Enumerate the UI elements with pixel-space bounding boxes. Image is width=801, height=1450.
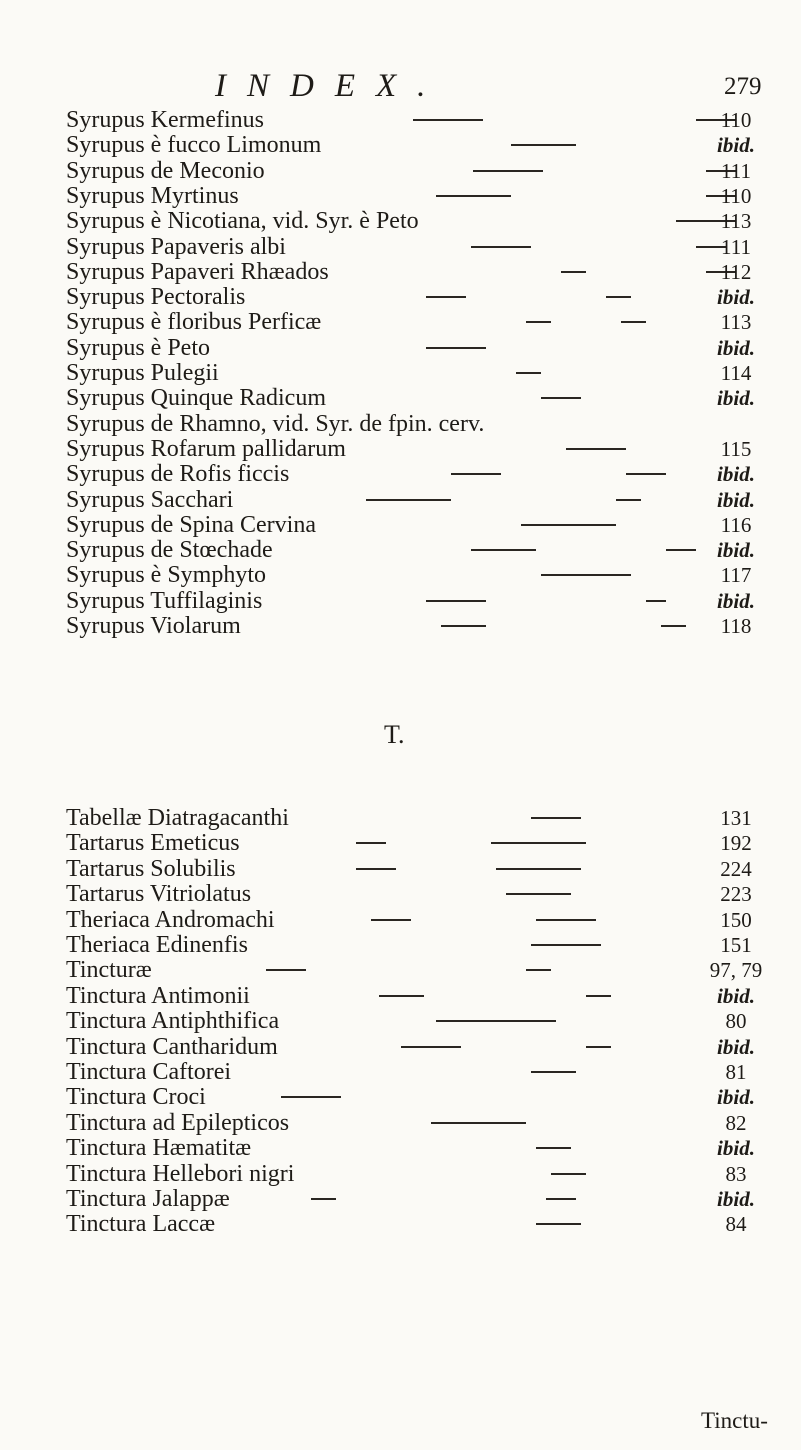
entry-page-ref: ibid. bbox=[717, 462, 755, 487]
index-entry bbox=[66, 183, 776, 209]
entry-name: Tinctura Cantharidum bbox=[66, 1033, 278, 1060]
index-entry bbox=[66, 411, 776, 437]
entry-name: Syrupus Sacchari bbox=[66, 486, 234, 513]
entry-page-ref: ibid. bbox=[717, 386, 755, 411]
index-entry bbox=[66, 907, 776, 933]
entry-page-ref: ibid. bbox=[717, 588, 755, 613]
entry-name: Syrupus Pectoralis bbox=[66, 284, 246, 311]
leader-dash bbox=[536, 1223, 581, 1225]
leader-dash bbox=[441, 625, 486, 627]
entry-name: Tincturæ bbox=[66, 957, 152, 984]
entry-page-ref: ibid. bbox=[717, 1034, 755, 1059]
leader-dash bbox=[531, 817, 581, 819]
index-entry bbox=[66, 881, 776, 907]
running-title: INDEX. bbox=[215, 68, 447, 104]
entry-page-ref: 151 bbox=[720, 933, 752, 957]
index-entry bbox=[66, 385, 776, 411]
leader-dash bbox=[646, 600, 666, 602]
leader-dash bbox=[561, 271, 586, 273]
index-entry bbox=[66, 461, 776, 487]
leader-dash bbox=[401, 1046, 461, 1048]
index-entry bbox=[66, 107, 776, 133]
entry-name: Syrupus de Rofis ficcis bbox=[66, 461, 290, 488]
leader-dash bbox=[586, 1046, 611, 1048]
entry-name: Syrupus Myrtinus bbox=[66, 182, 239, 209]
entry-name: Syrupus de Stœchade bbox=[66, 537, 273, 564]
entry-page-ref: ibid. bbox=[717, 1136, 755, 1161]
leader-dash bbox=[471, 549, 536, 551]
entry-page-ref: 111 bbox=[721, 234, 751, 259]
leader-dash bbox=[606, 296, 631, 298]
index-entry bbox=[66, 830, 776, 856]
index-entry bbox=[66, 588, 776, 614]
leader-dash bbox=[511, 144, 576, 146]
index-entry bbox=[66, 856, 776, 882]
entry-page-ref: ibid. bbox=[717, 983, 755, 1008]
index-entry bbox=[66, 259, 776, 285]
entry-name: Syrupus Violarum bbox=[66, 613, 241, 639]
entry-page-ref: ibid. bbox=[717, 133, 755, 158]
entry-page-ref: ibid. bbox=[717, 1187, 755, 1211]
entry-page-ref: ibid. bbox=[717, 285, 755, 310]
leader-dash bbox=[621, 321, 646, 323]
entry-name: Tinctura Hæmatitæ bbox=[66, 1135, 252, 1162]
leader-dash bbox=[266, 969, 306, 971]
entry-name: Tartarus Vitriolatus bbox=[66, 881, 252, 908]
catchword: Tinctu- bbox=[701, 1408, 768, 1433]
leader-dash bbox=[536, 1147, 571, 1149]
entry-name: Syrupus Tuffilaginis bbox=[66, 587, 263, 614]
leader-dash bbox=[506, 893, 571, 895]
entry-name: Syrupus de Meconio bbox=[66, 157, 265, 184]
index-entry bbox=[66, 932, 776, 958]
leader-dash bbox=[431, 1122, 526, 1124]
leader-dash bbox=[413, 119, 483, 121]
leader-dash bbox=[531, 944, 601, 946]
index-entry bbox=[66, 512, 776, 538]
index-entry bbox=[66, 360, 776, 386]
leader-dash bbox=[616, 499, 641, 501]
index-entry bbox=[66, 1161, 776, 1187]
entry-name: Syrupus de Rhamno, vid. Syr. de fpin. cerv. bbox=[66, 410, 485, 437]
entry-page-ref: 113 bbox=[720, 310, 752, 335]
entry-name: Syrupus è Peto bbox=[66, 334, 210, 361]
entry-page-ref: 150 bbox=[720, 907, 752, 932]
index-entry bbox=[66, 335, 776, 361]
leader-dash bbox=[531, 1071, 576, 1073]
entry-name: Theriaca Edinenfis bbox=[66, 932, 248, 958]
leader-dash bbox=[356, 842, 386, 844]
entry-page-ref: 110 bbox=[720, 108, 752, 132]
leader-dash bbox=[371, 919, 411, 921]
leader-dash bbox=[379, 995, 424, 997]
entry-page-ref: 115 bbox=[720, 436, 752, 461]
index-entry bbox=[66, 983, 776, 1009]
index-entry bbox=[66, 1135, 776, 1161]
page-header bbox=[0, 68, 801, 108]
leader-dash bbox=[541, 397, 581, 399]
leader-dash bbox=[526, 321, 551, 323]
entry-name: Tartarus Solubilis bbox=[66, 855, 236, 882]
index-entry bbox=[66, 208, 776, 234]
entry-name: Syrupus Papaveri Rhæados bbox=[66, 258, 329, 285]
index-entry bbox=[66, 1008, 776, 1034]
entry-page-ref: 117 bbox=[720, 563, 752, 588]
leader-dash bbox=[666, 549, 696, 551]
index-entry bbox=[66, 487, 776, 513]
entry-name: Tinctura Antiphthifica bbox=[66, 1008, 280, 1035]
entry-name: Syrupus è Nicotiana, vid. Syr. è Peto bbox=[66, 208, 419, 235]
entry-name: Tinctura Croci bbox=[66, 1084, 206, 1111]
entry-name: Syrupus Kermefinus bbox=[66, 107, 264, 133]
entry-name: Syrupus è fucco Limonum bbox=[66, 132, 322, 159]
index-entry bbox=[66, 284, 776, 310]
entry-name: Tinctura Jalappæ bbox=[66, 1186, 230, 1212]
entry-name: Tinctura Caftorei bbox=[66, 1059, 232, 1085]
leader-dash bbox=[366, 499, 451, 501]
leader-dash bbox=[426, 347, 486, 349]
leader-dash bbox=[436, 195, 511, 197]
entry-page-ref: ibid. bbox=[717, 1085, 755, 1110]
entry-page-ref: 81 bbox=[725, 1060, 747, 1084]
leader-dash bbox=[586, 995, 611, 997]
entry-page-ref: ibid. bbox=[717, 487, 755, 512]
leader-dash bbox=[451, 473, 501, 475]
leader-dash bbox=[541, 574, 631, 576]
leader-dash bbox=[521, 524, 616, 526]
entry-page-ref: 116 bbox=[720, 512, 752, 537]
entry-page-ref: 131 bbox=[720, 806, 752, 830]
entry-name: Tabellæ Diatragacanthi bbox=[66, 805, 289, 831]
entry-name: Syrupus è Symphyto bbox=[66, 562, 267, 589]
entry-page-ref: 223 bbox=[720, 882, 752, 907]
entry-name: Syrupus Pulegii bbox=[66, 360, 219, 386]
index-entry bbox=[66, 436, 776, 462]
entry-name: Syrupus de Spina Cervina bbox=[66, 511, 316, 538]
index-entry bbox=[66, 537, 776, 563]
leader-dash bbox=[426, 296, 466, 298]
leader-dash bbox=[626, 473, 666, 475]
index-entry bbox=[66, 1211, 776, 1237]
entry-page-ref: 80 bbox=[725, 1009, 747, 1034]
index-entry bbox=[66, 1110, 776, 1136]
index-entry bbox=[66, 957, 776, 983]
leader-dash bbox=[471, 246, 531, 248]
entry-name: Tinctura Hellebori nigri bbox=[66, 1160, 295, 1187]
leader-dash bbox=[516, 372, 541, 374]
entry-page-ref: 112 bbox=[720, 259, 752, 284]
entry-page-ref: 114 bbox=[720, 361, 752, 385]
entry-name: Theriaca Andromachi bbox=[66, 906, 275, 933]
entry-name: Syrupus è floribus Perficæ bbox=[66, 309, 322, 336]
index-entry bbox=[66, 132, 776, 158]
page-number: 279 bbox=[724, 73, 762, 100]
index-entry bbox=[66, 562, 776, 588]
entry-page-ref: 84 bbox=[725, 1212, 747, 1237]
index-entry bbox=[66, 1186, 776, 1212]
entry-name: Tinctura Antimonii bbox=[66, 982, 250, 1009]
entry-page-ref: 97, 79 bbox=[709, 958, 763, 983]
index-entry bbox=[66, 1059, 776, 1085]
entry-page-ref: 83 bbox=[725, 1161, 747, 1186]
entry-name: Tinctura Laccæ bbox=[66, 1211, 216, 1238]
leader-dash bbox=[473, 170, 543, 172]
leader-dash bbox=[536, 919, 596, 921]
index-entry bbox=[66, 234, 776, 260]
entry-page-ref: 110 bbox=[720, 183, 752, 208]
leader-dash bbox=[496, 868, 581, 870]
index-entry bbox=[66, 613, 776, 639]
leader-dash bbox=[551, 1173, 586, 1175]
leader-dash bbox=[426, 600, 486, 602]
index-entry bbox=[66, 1084, 776, 1110]
entry-page-ref: ibid. bbox=[717, 335, 755, 360]
entry-name: Tartarus Emeticus bbox=[66, 830, 240, 857]
entry-page-ref: 224 bbox=[720, 856, 752, 881]
section-letter-t: T. bbox=[384, 720, 405, 749]
entry-page-ref: 82 bbox=[725, 1110, 747, 1135]
entry-name: Tinctura ad Epilepticos bbox=[66, 1109, 290, 1136]
leader-dash bbox=[661, 625, 686, 627]
leader-dash bbox=[546, 1198, 576, 1200]
entry-page-ref: 118 bbox=[720, 614, 752, 638]
leader-dash bbox=[526, 969, 551, 971]
index-entry bbox=[66, 158, 776, 184]
entry-page-ref: 192 bbox=[720, 831, 752, 856]
leader-dash bbox=[356, 868, 396, 870]
index-entry bbox=[66, 805, 776, 831]
entry-name: Syrupus Quinque Radicum bbox=[66, 385, 326, 412]
index-entry bbox=[66, 309, 776, 335]
entry-page-ref: ibid. bbox=[717, 538, 755, 563]
leader-dash bbox=[436, 1020, 556, 1022]
entry-page-ref: 113 bbox=[720, 209, 752, 234]
entry-name: Syrupus Rofarum pallidarum bbox=[66, 435, 346, 462]
leader-dash bbox=[566, 448, 626, 450]
entry-page-ref: 111 bbox=[721, 158, 751, 183]
index-entry bbox=[66, 1034, 776, 1060]
entry-name: Syrupus Papaveris albi bbox=[66, 233, 286, 260]
leader-dash bbox=[281, 1096, 341, 1098]
leader-dash bbox=[491, 842, 586, 844]
leader-dash bbox=[311, 1198, 336, 1200]
